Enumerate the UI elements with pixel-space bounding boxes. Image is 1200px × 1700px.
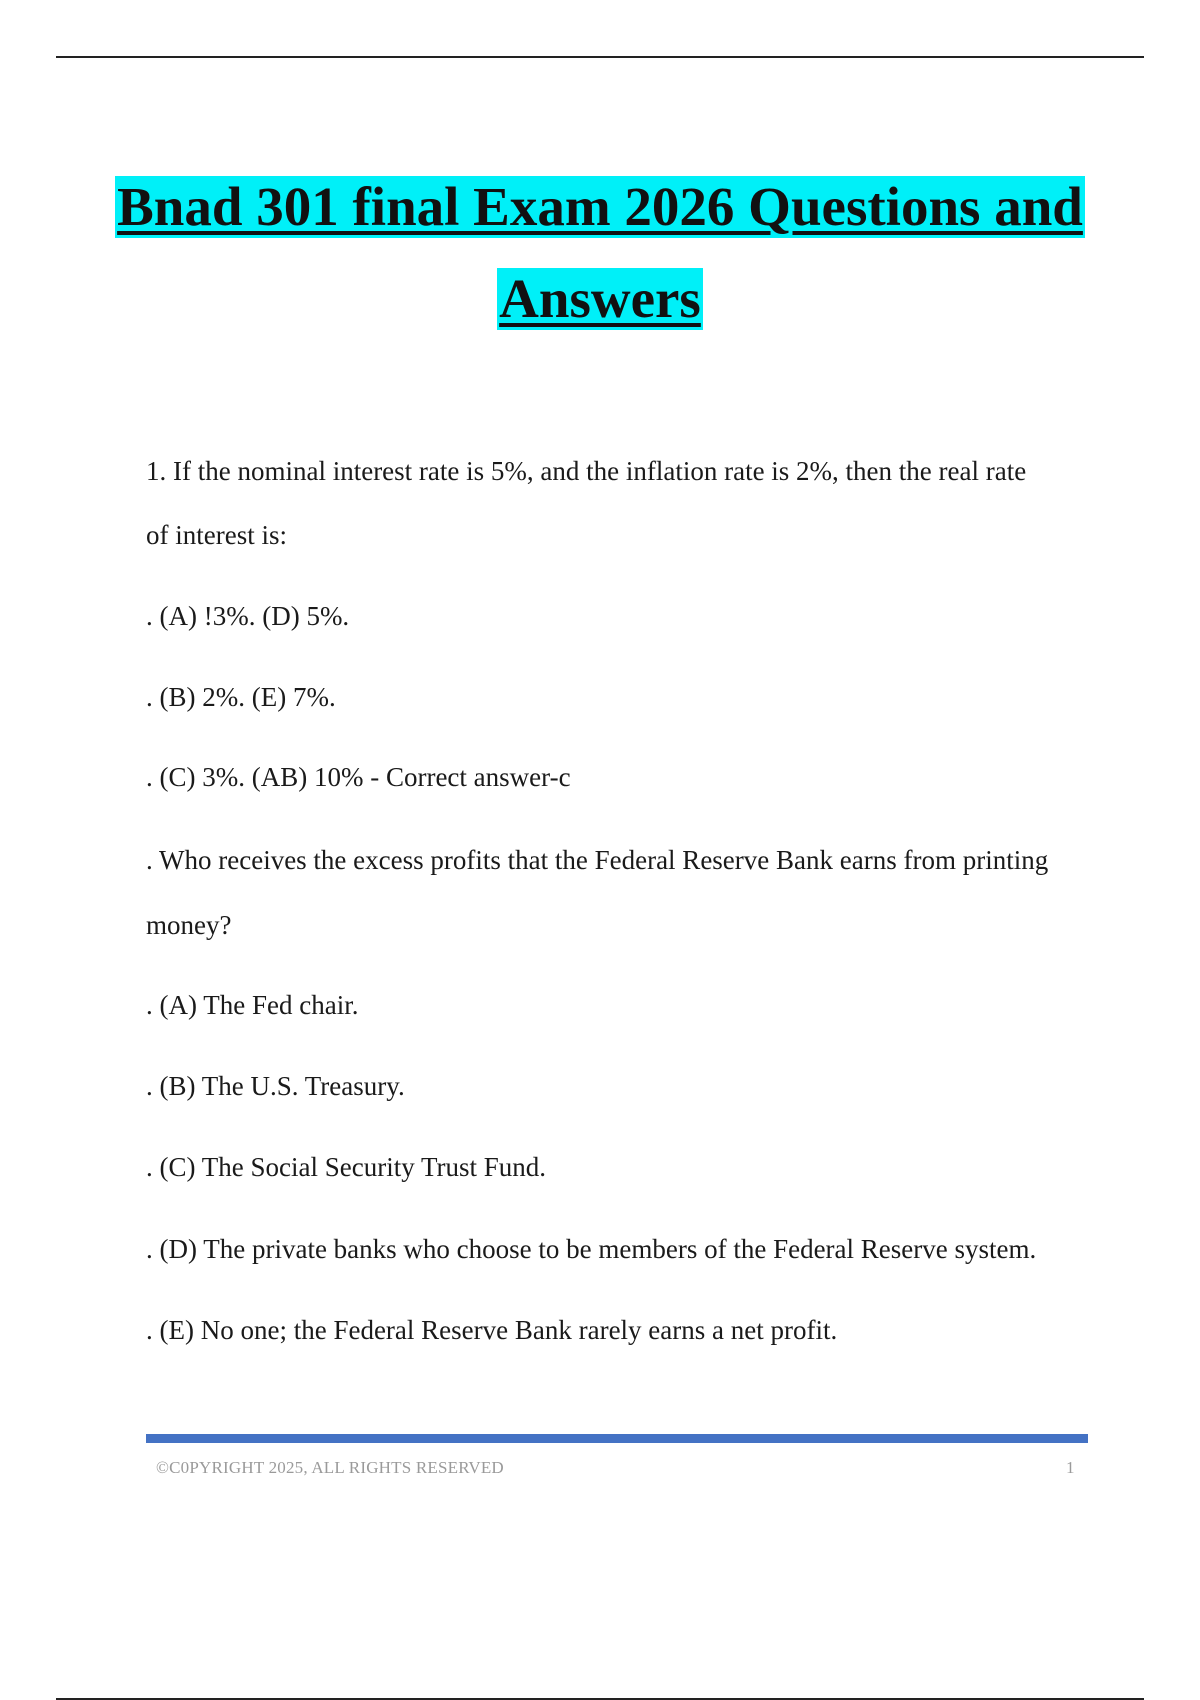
footer-divider [146, 1434, 1088, 1443]
question-1-line-1: 1. If the nominal interest rate is 5%, and the inflation rate is 2%, then the real rate [146, 456, 1027, 486]
top-rule [56, 56, 1144, 58]
title-line-2: Answers [499, 268, 701, 329]
question-2-option-a: . (A) The Fed chair. [146, 990, 359, 1020]
question-1-line-2: of interest is: [146, 520, 287, 550]
question-2-option-d: . (D) The private banks who choose to be members of the Federal Reserve system. [146, 1234, 1037, 1264]
question-1-option-a: . (A) !3%. (D) 5%. [146, 601, 350, 631]
question-1-option-c: . (C) 3%. (AB) 10% - Correct answer-c [146, 762, 571, 792]
question-2-option-b: . (B) The U.S. Treasury. [146, 1071, 405, 1101]
question-2-line-2: money? [146, 910, 232, 940]
question-2-line-1: . Who receives the excess profits that the Federal Reserve Bank earns from printing [146, 845, 1049, 875]
footer-page-number: 1 [1066, 1458, 1075, 1477]
document-title [0, 176, 1200, 330]
question-1-option-b: . (B) 2%. (E) 7%. [146, 682, 336, 712]
question-2-option-c: . (C) The Social Security Trust Fund. [146, 1152, 547, 1182]
footer-copyright: ©C0PYRIGHT 2025, ALL RIGHTS RESERVED [156, 1458, 504, 1477]
title-line-1: Bnad 301 final Exam 2026 Questions and [117, 176, 1083, 237]
question-2-option-e: . (E) No one; the Federal Reserve Bank rarely earns a net profit. [146, 1315, 838, 1345]
